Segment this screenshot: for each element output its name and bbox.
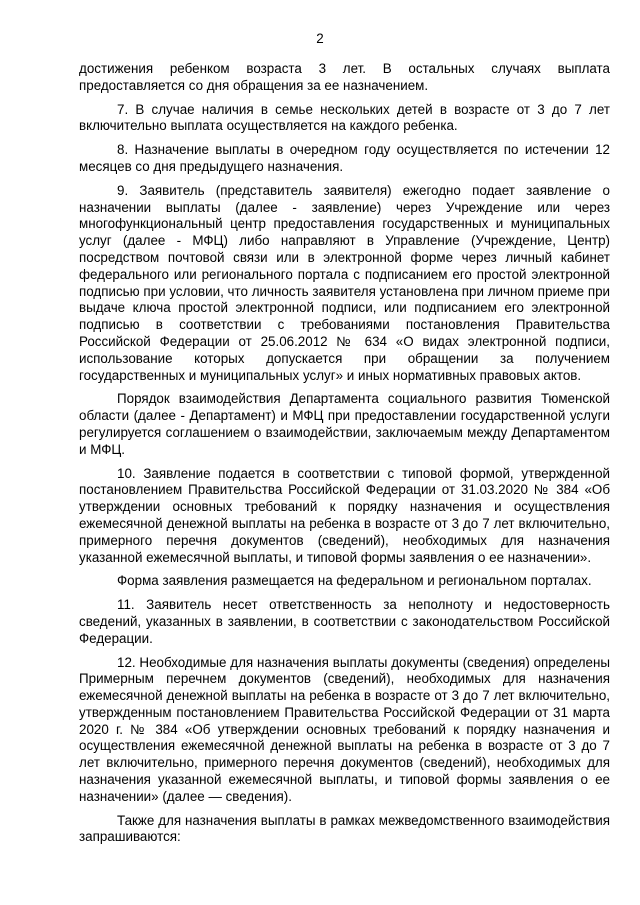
paragraph-9: 9. Заявитель (представитель заявителя) ежегодно подает заявление о назначении выплаты (далее - заявление) через Учреждение или через многофункциональный центр предоставления государственных и муниципальных услуг (далее - МФЦ) либо направляют в Управление (Учреждение, Центр) посредством почтовой связи или в электронной форме через личный кабинет федерального или регионального портала с подписанием его простой электронной подписью при условии, что личность заявителя установлена при личном приеме при выдаче ключа простой электронной подписи, или подписанием его электронной подписью в соответствии с требованиями постановления Правительства Российской Федерации от 25.06.2012 № 634 «О видах электронной подписи, использование которых допускается при обращении за получением государственных и муниципальных услуг» и иных нормативных правовых актов. [79,182,610,383]
page-number: 2 [316,31,324,46]
paragraph-interagency-request: Также для назначения выплаты в рамках межведомственного взаимодействия запрашиваются: [79,812,610,845]
paragraph-7: 7. В случае наличия в семье нескольких детей в возрасте от 3 до 7 лет включительно выплата осуществляется на каждого ребенка. [79,101,610,134]
paragraph-form-placement: Форма заявления размещается на федеральном и региональном порталах. [117,573,592,589]
paragraph-10: 10. Заявление подается в соответствии с типовой формой, утвержденной постановлением Правительства Российской Федерации от 31.03.2020 № 384 «Об утверждении основных требований к порядку назначения и осуществления ежемесячной денежной выплаты на ребенка в возрасте от 3 до 7 лет включительно, примерного перечня документов (сведений), необходимых для назначения указанной ежемесячной выплаты, и типовой формы заявления о ее назначении». [79,465,610,565]
paragraph-12: 12. Необходимые для назначения выплаты документы (сведения) определены Примерным перечнем документов (сведений), необходимых для назначения ежемесячной денежной выплаты на ребенка в возрасте от 3 до 7 лет включительно, утвержденным постановлением Правительства Российской Федерации от 31 марта 2020 г. № 384 «Об утверждении основных требований к порядку назначения и осуществления ежемесячной денежной выплаты на ребенка в возрасте от 3 до 7 лет включительно, примерного перечня документов (сведений), необходимых для назначения указанной ежемесячной выплаты, и типовой формы заявления о ее назначении» (далее — сведения). [79,654,610,804]
paragraph-8: 8. Назначение выплаты в очередном году осуществляется по истечении 12 месяцев со дня предыдущего назначения. [79,142,610,174]
paragraph-continuation: достижения ребенком возраста 3 лет. В остальных случаях выплата предоставляется со дня обращения за ее назначением. [79,61,610,93]
paragraph-11: 11. Заявитель несет ответственность за неполноту и недостоверность сведений, указанных в заявлении, в соответствии с законодательством Российской Федерации. [79,597,610,646]
document-body [79,61,610,853]
paragraph-interaction-order: Порядок взаимодействия Департамента социального развития Тюменской области (далее - Департамент) и МФЦ при предоставлении государственной услуги регулируется соглашением о взаимодействии, заключаемым между Департаментом и МФЦ. [79,391,610,457]
